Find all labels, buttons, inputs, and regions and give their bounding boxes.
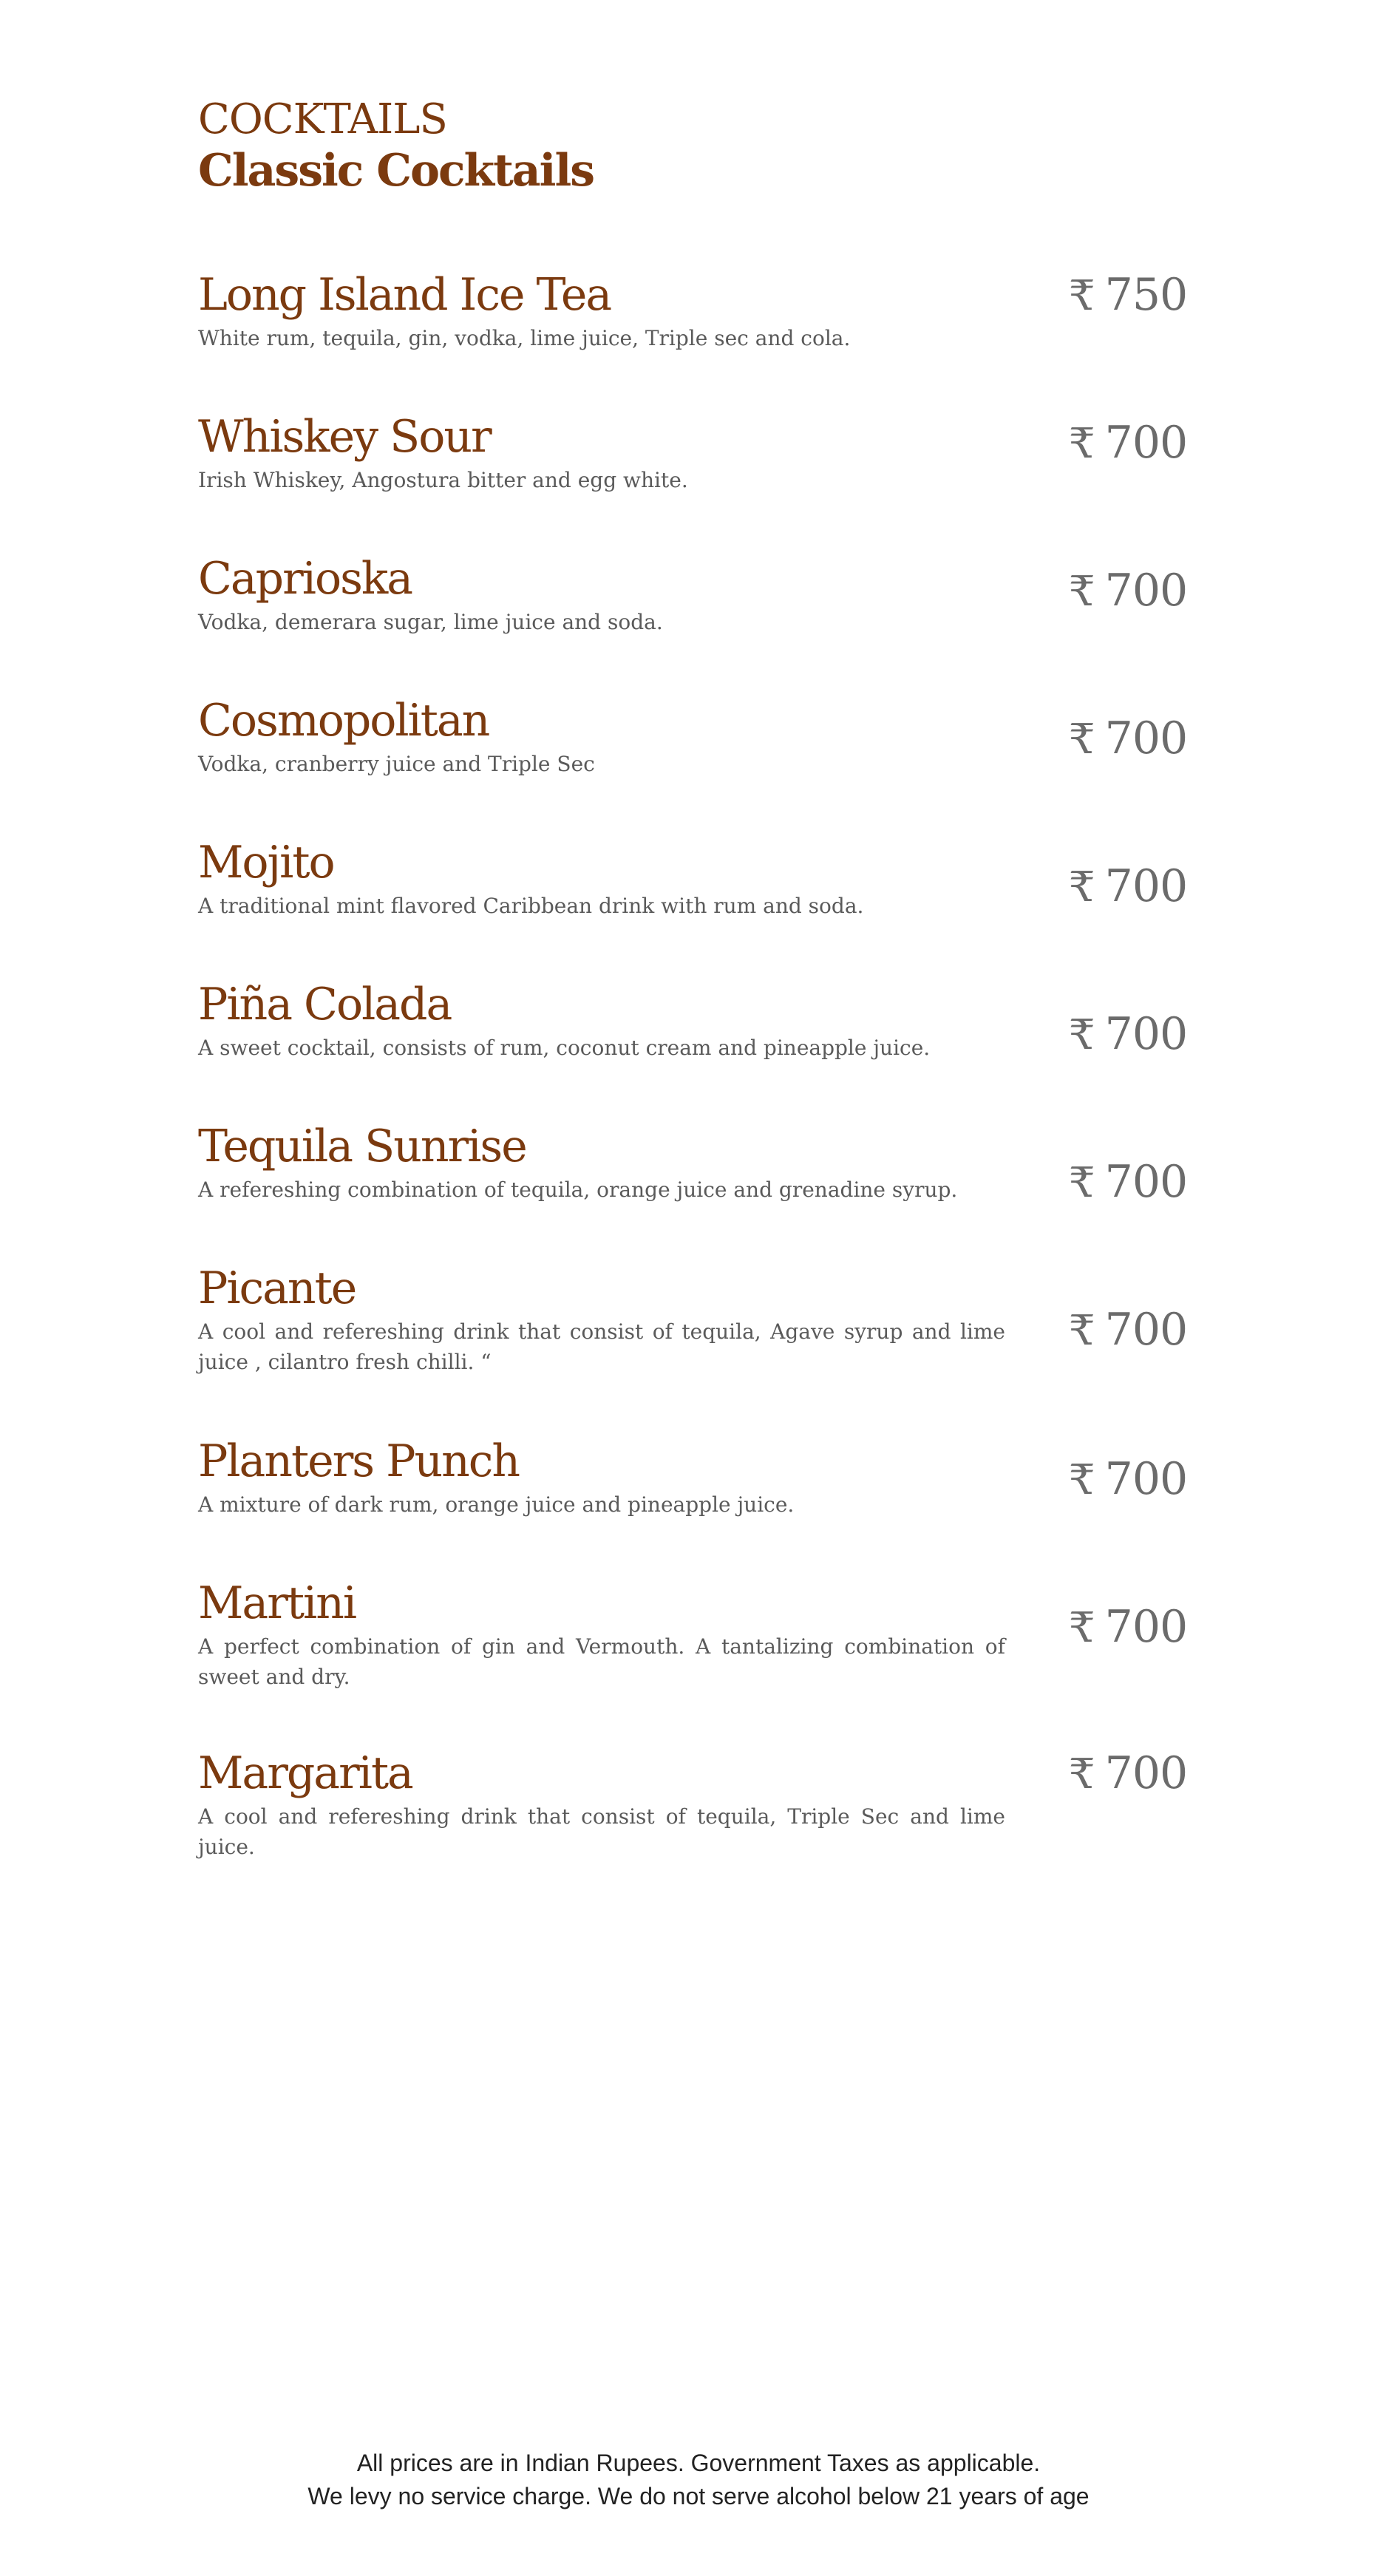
- menu-heading: [198, 95, 594, 197]
- price-value: 700: [1104, 1601, 1188, 1653]
- price-value: 750: [1104, 269, 1188, 321]
- item-price: [1069, 418, 1187, 467]
- item-description: Irish Whiskey, Angostura bitter and egg white.: [198, 468, 688, 492]
- rupee-icon: ₹: [1069, 568, 1095, 616]
- rupee-icon: ₹: [1069, 272, 1095, 320]
- price-value: 700: [1104, 1156, 1188, 1208]
- item-price: [1069, 1010, 1187, 1058]
- item-description: A cool and refereshing drink that consist of tequila, Agave syrup and lime juice , cilantro fresh chilli. “: [198, 1319, 1005, 1374]
- menu-item: [198, 1747, 1188, 1862]
- item-description: A cool and refereshing drink that consist of tequila, Triple Sec and lime juice.: [198, 1804, 1005, 1859]
- menu-item: [198, 1435, 1188, 1520]
- item-name: Piña Colada: [198, 979, 452, 1030]
- item-description: White rum, tequila, gin, vodka, lime juice, Triple sec and cola.: [198, 326, 851, 350]
- menu-item: [198, 979, 1188, 1064]
- price-value: 700: [1104, 1304, 1188, 1356]
- item-description: A mixture of dark rum, orange juice and pineapple juice.: [198, 1492, 795, 1517]
- menu-item: [198, 695, 1188, 780]
- price-value: 700: [1104, 1008, 1188, 1060]
- item-price: [1069, 566, 1187, 615]
- rupee-icon: ₹: [1069, 1456, 1095, 1504]
- price-value: 700: [1104, 1747, 1188, 1799]
- item-name: Mojito: [198, 837, 334, 888]
- menu-item: [198, 411, 1188, 496]
- rupee-icon: ₹: [1069, 1159, 1095, 1207]
- item-name: Margarita: [198, 1747, 412, 1799]
- item-price: [1069, 1158, 1187, 1206]
- menu-item: [198, 1577, 1188, 1692]
- item-name: Martini: [198, 1577, 356, 1629]
- item-name: Planters Punch: [198, 1435, 520, 1487]
- menu-item: [198, 1121, 1188, 1208]
- item-price: [1069, 1603, 1187, 1651]
- item-name: Long Island Ice Tea: [198, 269, 611, 321]
- item-price: [1069, 1305, 1187, 1354]
- item-description: A traditional mint flavored Caribbean drink with rum and soda.: [198, 894, 864, 918]
- item-price: [1069, 1749, 1187, 1798]
- item-name: Cosmopolitan: [198, 695, 489, 747]
- item-price: [1069, 862, 1187, 911]
- menu-item: [198, 837, 1188, 922]
- menu-item: [198, 269, 1188, 354]
- item-description: A perfect combination of gin and Vermouth. A tantalizing combination of sweet and dry.: [198, 1634, 1005, 1689]
- rupee-icon: ₹: [1069, 420, 1095, 468]
- rupee-icon: ₹: [1069, 716, 1095, 764]
- menu-footer: [0, 2447, 1397, 2513]
- rupee-icon: ₹: [1069, 1011, 1095, 1059]
- item-name: Tequila Sunrise: [198, 1121, 526, 1172]
- rupee-icon: ₹: [1069, 863, 1095, 911]
- section-subtitle: Classic Cocktails: [198, 145, 594, 197]
- section-title: COCKTAILS: [198, 95, 447, 143]
- item-name: Picante: [198, 1262, 356, 1314]
- item-description: A sweet cocktail, consists of rum, coconut cream and pineapple juice.: [198, 1036, 931, 1060]
- item-price: [1069, 1455, 1187, 1503]
- footer-line-prices: All prices are in Indian Rupees. Government Taxes as applicable.: [356, 2450, 1041, 2476]
- price-value: 700: [1104, 565, 1188, 616]
- item-price: [1069, 271, 1187, 319]
- rupee-icon: ₹: [1069, 1750, 1095, 1798]
- rupee-icon: ₹: [1069, 1604, 1095, 1652]
- item-description: Vodka, cranberry juice and Triple Sec: [198, 752, 595, 776]
- item-description: A refereshing combination of tequila, orange juice and grenadine syrup.: [198, 1177, 958, 1202]
- footer-line-policy: We levy no service charge. We do not serve alcohol below 21 years of age: [307, 2482, 1090, 2509]
- price-value: 700: [1104, 417, 1188, 469]
- price-value: 700: [1104, 1453, 1188, 1505]
- item-name: Whiskey Sour: [198, 411, 491, 463]
- item-description: Vodka, demerara sugar, lime juice and soda.: [198, 610, 663, 634]
- price-value: 700: [1104, 860, 1188, 912]
- price-value: 700: [1104, 713, 1188, 764]
- rupee-icon: ₹: [1069, 1307, 1095, 1355]
- item-price: [1069, 714, 1187, 763]
- item-name: Caprioska: [198, 553, 412, 605]
- menu-item: [198, 1262, 1188, 1377]
- menu-item: [198, 553, 1188, 638]
